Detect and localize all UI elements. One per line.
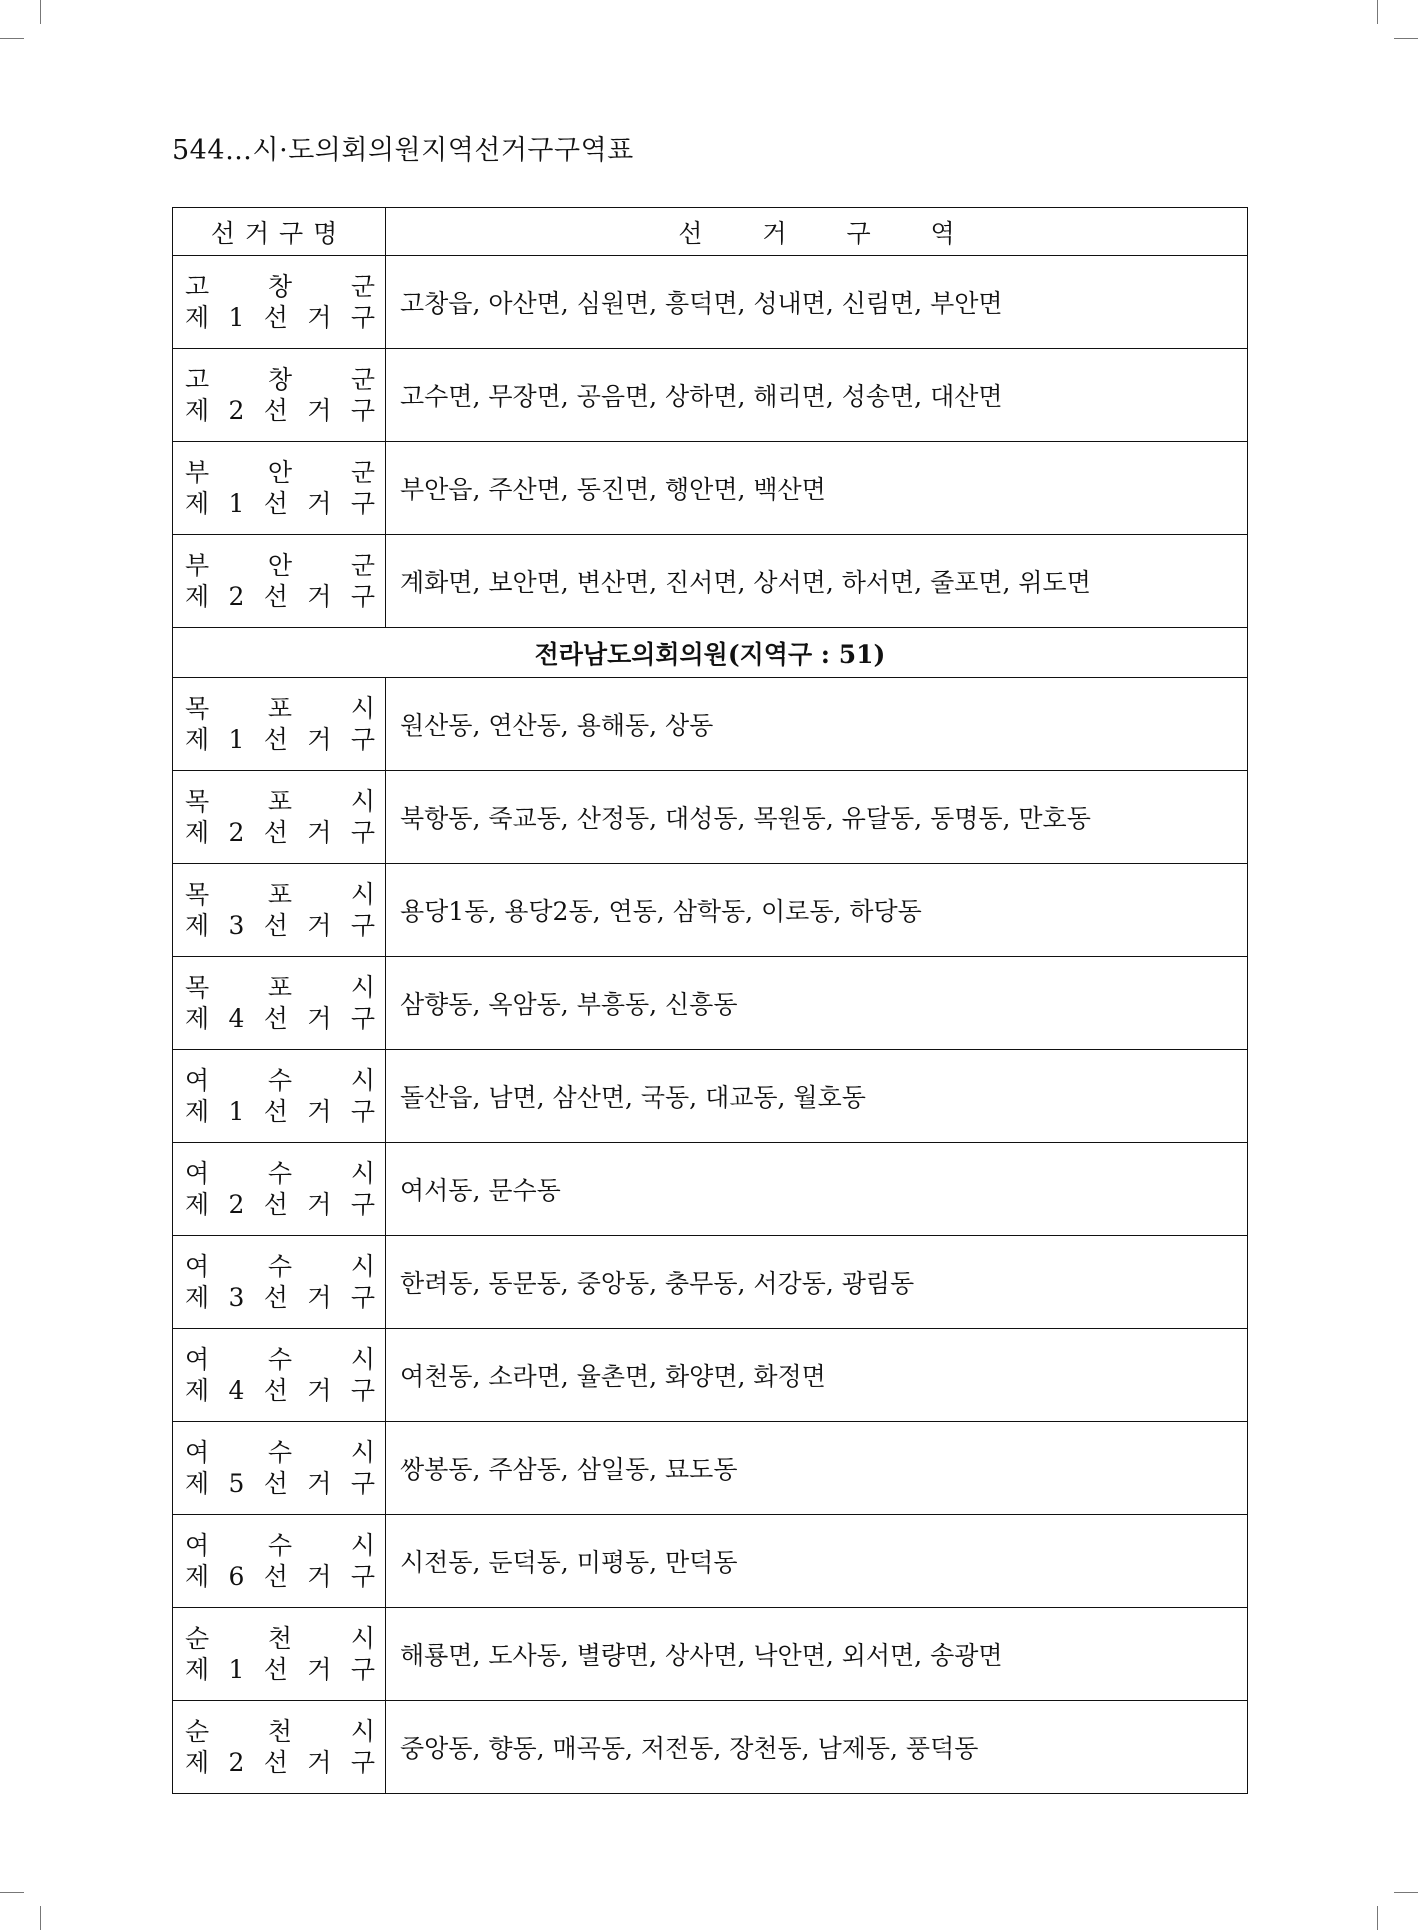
district-name-char: 3 (228, 1283, 245, 1312)
crop-mark (0, 38, 24, 39)
district-name-char: 선 (263, 1376, 288, 1405)
district-number-line (185, 1747, 375, 1778)
district-name-char: 선 (263, 489, 288, 518)
district-name-cell (173, 957, 386, 1050)
district-name-char: 제 (185, 818, 210, 847)
district-name-char: 시 (350, 1531, 375, 1560)
district-name-cell (173, 442, 386, 535)
district-name-char: 구 (350, 303, 375, 332)
district-name-char: 군 (350, 365, 375, 394)
district-name-cell (173, 535, 386, 628)
table-row (173, 771, 1248, 864)
table-row (173, 535, 1248, 628)
table-row (173, 1608, 1248, 1701)
district-name-char: 여 (185, 1438, 210, 1467)
district-name-char: 수 (267, 1345, 293, 1374)
district-name-char: 선 (263, 1562, 288, 1591)
district-name-char: 제 (185, 1748, 210, 1777)
district-name-char: 구 (350, 1097, 375, 1126)
district-name-char: 포 (267, 694, 293, 723)
district-name-char: 거 (307, 1562, 332, 1591)
district-city-line (185, 364, 375, 395)
district-area-cell: 고수면, 무장면, 공음면, 상하면, 해리면, 성송면, 대산면 (386, 349, 1248, 442)
district-name-char: 제 (185, 1004, 210, 1033)
district-name-char: 거 (307, 582, 332, 611)
district-name-cell (173, 864, 386, 957)
district-name-char: 군 (350, 272, 375, 301)
district-name-char: 제 (185, 1190, 210, 1219)
district-area-cell: 북항동, 죽교동, 산정동, 대성동, 목원동, 유달동, 동명동, 만호동 (386, 771, 1248, 864)
district-area-cell: 한려동, 동문동, 중앙동, 충무동, 서강동, 광림동 (386, 1236, 1248, 1329)
district-name-char: 시 (350, 1438, 375, 1467)
district-number-line (185, 1561, 375, 1592)
district-name-char: 1 (228, 1097, 245, 1126)
crop-mark (0, 1892, 24, 1893)
table-row (173, 1515, 1248, 1608)
district-name-char: 거 (307, 396, 332, 425)
table-row (173, 1050, 1248, 1143)
district-city-line (185, 1530, 375, 1561)
district-name-char: 1 (228, 725, 245, 754)
district-name-char: 시 (350, 1252, 375, 1281)
district-area-cell: 쌍봉동, 주삼동, 삼일동, 묘도동 (386, 1422, 1248, 1515)
district-city-line (185, 1716, 375, 1747)
district-name-char: 포 (267, 880, 293, 909)
section-row (173, 628, 1248, 678)
district-name-char: 창 (267, 365, 293, 394)
district-name-char: 고 (185, 365, 210, 394)
district-name-char: 구 (350, 818, 375, 847)
district-name-char: 여 (185, 1345, 210, 1374)
table-body-jeonbuk (173, 256, 1248, 628)
table-row (173, 1701, 1248, 1794)
district-name-char: 1 (228, 1655, 245, 1684)
district-city-line (185, 1065, 375, 1096)
district-name-cell (173, 1236, 386, 1329)
district-city-line (185, 1437, 375, 1468)
district-name-char: 구 (350, 396, 375, 425)
district-city-line (185, 1251, 375, 1282)
district-name-char: 구 (350, 1376, 375, 1405)
district-name-char: 포 (267, 973, 293, 1002)
district-name-char: 천 (267, 1717, 293, 1746)
district-name-char: 군 (350, 551, 375, 580)
district-name-char: 시 (350, 694, 375, 723)
district-name-char: 4 (228, 1004, 245, 1033)
district-city-line (185, 1158, 375, 1189)
table-row (173, 678, 1248, 771)
district-name-char: 거 (307, 489, 332, 518)
district-number-line (185, 910, 375, 941)
district-name-cell (173, 771, 386, 864)
district-name-char: 선 (263, 1283, 288, 1312)
district-name-char: 거 (307, 1190, 332, 1219)
district-name-cell (173, 349, 386, 442)
district-name-char: 2 (228, 1748, 245, 1777)
district-number-line (185, 395, 375, 426)
district-name-char: 제 (185, 725, 210, 754)
district-area-cell: 부안읍, 주산면, 동진면, 행안면, 백산면 (386, 442, 1248, 535)
district-name-cell (173, 1329, 386, 1422)
district-area-cell: 시전동, 둔덕동, 미평동, 만덕동 (386, 1515, 1248, 1608)
district-city-line (185, 271, 375, 302)
district-number-line (185, 1282, 375, 1313)
district-name-char: 포 (267, 787, 293, 816)
district-name-char: 시 (350, 1066, 375, 1095)
district-name-char: 시 (350, 1717, 375, 1746)
district-name-char: 제 (185, 582, 210, 611)
district-name-char: 여 (185, 1252, 210, 1281)
district-name-char: 선 (263, 1190, 288, 1219)
crop-mark (1377, 0, 1378, 24)
district-area-cell: 원산동, 연산동, 용해동, 상동 (386, 678, 1248, 771)
district-number-line (185, 1375, 375, 1406)
district-number-line (185, 1189, 375, 1220)
district-name-char: 구 (350, 582, 375, 611)
district-number-line (185, 724, 375, 755)
district-name-char: 선 (263, 1655, 288, 1684)
district-name-char: 선 (263, 1004, 288, 1033)
district-name-char: 수 (267, 1438, 293, 1467)
district-name-char: 시 (350, 1624, 375, 1653)
district-name-char: 수 (267, 1159, 293, 1188)
district-name-char: 제 (185, 911, 210, 940)
district-area-cell: 계화면, 보안면, 변산면, 진서면, 상서면, 하서면, 줄포면, 위도면 (386, 535, 1248, 628)
crop-mark (1377, 1906, 1378, 1930)
district-name-char: 목 (185, 973, 210, 1002)
district-name-cell (173, 1608, 386, 1701)
district-name-char: 선 (263, 1097, 288, 1126)
district-area-cell: 삼향동, 옥암동, 부흥동, 신흥동 (386, 957, 1248, 1050)
district-number-line (185, 1003, 375, 1034)
district-number-line (185, 581, 375, 612)
table-row (173, 864, 1248, 957)
district-name-char: 구 (350, 1655, 375, 1684)
district-name-cell (173, 1701, 386, 1794)
district-name-char: 구 (350, 1190, 375, 1219)
district-number-line (185, 488, 375, 519)
district-name-char: 선 (263, 1469, 288, 1498)
district-name-char: 거 (307, 818, 332, 847)
district-name-char: 시 (350, 787, 375, 816)
district-area-cell: 여천동, 소라면, 율촌면, 화양면, 화정면 (386, 1329, 1248, 1422)
district-table (172, 207, 1248, 1794)
district-name-char: 시 (350, 880, 375, 909)
district-name-char: 시 (350, 1345, 375, 1374)
district-number-line (185, 1096, 375, 1127)
district-number-line (185, 1468, 375, 1499)
district-city-line (185, 1623, 375, 1654)
district-name-char: 선 (263, 396, 288, 425)
district-name-char: 목 (185, 787, 210, 816)
district-name-char: 목 (185, 694, 210, 723)
district-area-cell: 중앙동, 향동, 매곡동, 저전동, 장천동, 남제동, 풍덕동 (386, 1701, 1248, 1794)
district-name-char: 1 (228, 489, 245, 518)
district-name-char: 4 (228, 1376, 245, 1405)
district-name-cell (173, 1050, 386, 1143)
district-name-char: 안 (267, 458, 293, 487)
district-number-line (185, 1654, 375, 1685)
district-name-char: 구 (350, 1004, 375, 1033)
district-number-line (185, 817, 375, 848)
district-name-char: 3 (228, 911, 245, 940)
section-title: 전라남도의회의원(지역구 : 51) (173, 628, 1248, 678)
district-name-char: 순 (185, 1717, 210, 1746)
district-area-cell: 용당1동, 용당2동, 연동, 삼학동, 이로동, 하당동 (386, 864, 1248, 957)
district-name-char: 거 (307, 1097, 332, 1126)
district-name-char: 순 (185, 1624, 210, 1653)
table-row (173, 349, 1248, 442)
district-name-char: 선 (263, 582, 288, 611)
district-name-char: 구 (350, 1283, 375, 1312)
page-header: 544…시·도의회의원지역선거구구역표 (172, 135, 634, 166)
district-name-char: 구 (350, 489, 375, 518)
district-city-line (185, 550, 375, 581)
district-name-char: 수 (267, 1252, 293, 1281)
table-row (173, 957, 1248, 1050)
table-row (173, 256, 1248, 349)
district-name-char: 부 (185, 458, 210, 487)
district-name-char: 시 (350, 1159, 375, 1188)
district-name-char: 선 (263, 911, 288, 940)
crop-mark (40, 0, 41, 24)
crop-mark (1394, 1892, 1418, 1893)
district-area-cell: 여서동, 문수동 (386, 1143, 1248, 1236)
district-name-char: 고 (185, 272, 210, 301)
district-name-char: 2 (228, 1190, 245, 1219)
district-name-char: 목 (185, 880, 210, 909)
district-name-char: 거 (307, 911, 332, 940)
district-name-char: 2 (228, 582, 245, 611)
district-number-line (185, 302, 375, 333)
district-name-char: 안 (267, 551, 293, 580)
district-name-char: 천 (267, 1624, 293, 1653)
district-name-char: 군 (350, 458, 375, 487)
table-row (173, 442, 1248, 535)
district-area-cell: 돌산읍, 남면, 삼산면, 국동, 대교동, 월호동 (386, 1050, 1248, 1143)
district-name-char: 구 (350, 1748, 375, 1777)
crop-mark (1394, 38, 1418, 39)
district-name-char: 시 (350, 973, 375, 1002)
district-name-char: 거 (307, 725, 332, 754)
district-city-line (185, 693, 375, 724)
table-row (173, 1236, 1248, 1329)
district-name-char: 선 (263, 818, 288, 847)
crop-mark (40, 1906, 41, 1930)
district-name-char: 제 (185, 1655, 210, 1684)
district-name-char: 거 (307, 303, 332, 332)
district-name-char: 구 (350, 725, 375, 754)
district-city-line (185, 972, 375, 1003)
district-name-char: 거 (307, 1469, 332, 1498)
district-city-line (185, 786, 375, 817)
district-name-char: 제 (185, 396, 210, 425)
district-name-cell (173, 1422, 386, 1515)
table-header-row (173, 208, 1248, 256)
district-name-char: 선 (263, 725, 288, 754)
district-name-cell (173, 678, 386, 771)
district-name-char: 구 (350, 911, 375, 940)
district-name-cell (173, 256, 386, 349)
district-name-char: 제 (185, 1376, 210, 1405)
district-name-char: 수 (267, 1531, 293, 1560)
district-name-char: 5 (228, 1469, 245, 1498)
district-name-char: 여 (185, 1159, 210, 1188)
district-name-char: 제 (185, 1562, 210, 1591)
district-name-char: 선 (263, 303, 288, 332)
district-city-line (185, 1344, 375, 1375)
district-name-char: 여 (185, 1531, 210, 1560)
district-name-char: 6 (228, 1562, 245, 1591)
district-name-char: 구 (350, 1469, 375, 1498)
district-name-char: 1 (228, 303, 245, 332)
district-name-char: 제 (185, 303, 210, 332)
table-row (173, 1143, 1248, 1236)
district-name-char: 2 (228, 396, 245, 425)
district-name-char: 거 (307, 1748, 332, 1777)
district-name-char: 거 (307, 1655, 332, 1684)
district-name-cell (173, 1143, 386, 1236)
district-name-char: 제 (185, 1283, 210, 1312)
table-row (173, 1422, 1248, 1515)
table-row (173, 1329, 1248, 1422)
column-header-name: 선거구명 (173, 208, 386, 256)
district-name-char: 여 (185, 1066, 210, 1095)
column-header-area: 선 거 구 역 (386, 208, 1248, 256)
table-body-jeonnam (173, 678, 1248, 1794)
district-name-char: 거 (307, 1004, 332, 1033)
district-area-cell: 해룡면, 도사동, 별량면, 상사면, 낙안면, 외서면, 송광면 (386, 1608, 1248, 1701)
district-name-char: 선 (263, 1748, 288, 1777)
district-name-char: 수 (267, 1066, 293, 1095)
district-name-cell (173, 1515, 386, 1608)
district-name-char: 제 (185, 1469, 210, 1498)
district-city-line (185, 457, 375, 488)
district-name-char: 제 (185, 1097, 210, 1126)
district-name-char: 제 (185, 489, 210, 518)
district-name-char: 부 (185, 551, 210, 580)
district-city-line (185, 879, 375, 910)
district-name-char: 창 (267, 272, 293, 301)
district-area-cell: 고창읍, 아산면, 심원면, 흥덕면, 성내면, 신림면, 부안면 (386, 256, 1248, 349)
district-name-char: 거 (307, 1283, 332, 1312)
district-name-char: 구 (350, 1562, 375, 1591)
district-name-char: 2 (228, 818, 245, 847)
district-name-char: 거 (307, 1376, 332, 1405)
